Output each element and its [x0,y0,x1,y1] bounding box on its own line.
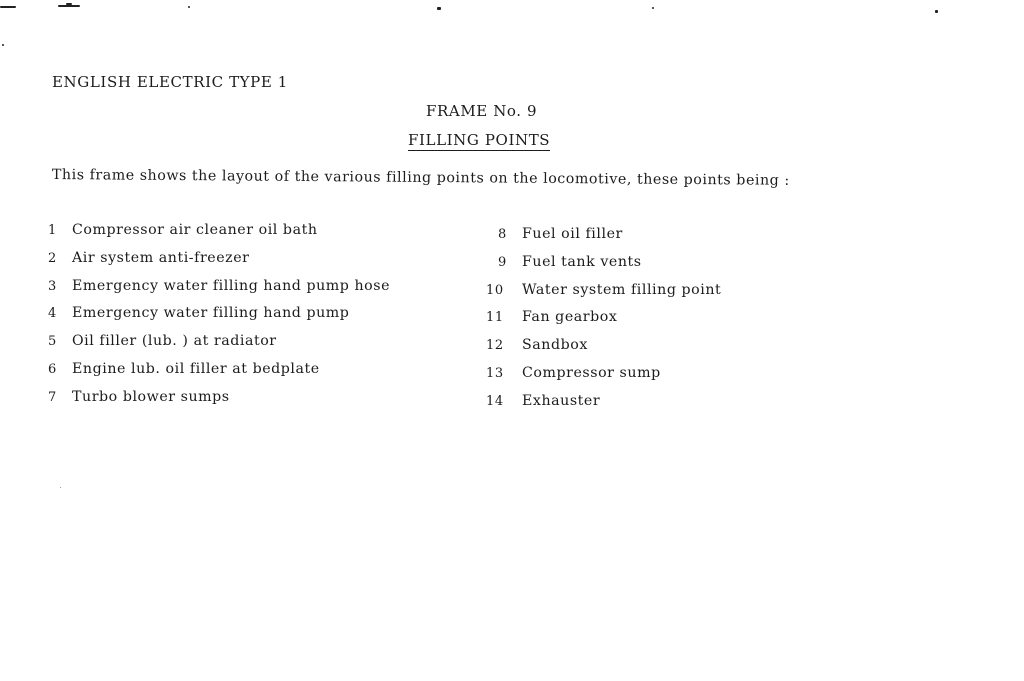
item-label: Air system anti-freezer [72,249,250,266]
item-label: Oil filler (lub. ) at radiator [72,333,277,350]
scan-mark [437,7,441,10]
list-item [48,250,390,278]
list-item [486,309,721,337]
filling-points-list-left [48,222,390,417]
item-label: Turbo blower sumps [72,388,230,405]
intro-paragraph: This frame shows the layout of the various filling points on the locomotive, these points being : [51,167,790,189]
item-label: Fuel tank vents [522,253,642,270]
scan-mark [935,10,938,13]
item-label: Compressor air cleaner oil bath [72,222,318,238]
list-item [486,226,721,254]
list-item [48,278,390,306]
scan-mark [58,5,80,7]
item-number: 3 [48,278,57,294]
list-item [486,365,721,393]
item-number: 13 [486,365,504,381]
item-number: 12 [486,338,504,354]
section-title: FILLING POINTS [408,131,551,149]
item-label: Exhauster [522,392,601,409]
list-item [486,337,721,365]
item-number: 10 [486,282,504,298]
item-number: 9 [498,254,507,270]
item-label: Fuel oil filler [522,226,623,242]
item-number: 7 [48,389,57,405]
item-label: Emergency water filling hand pump hose [72,277,391,294]
frame-number: FRAME No. 9 [426,102,538,120]
list-item [48,305,390,333]
item-number: 14 [486,393,504,409]
scan-mark [188,6,190,8]
document-header: ENGLISH ELECTRIC TYPE 1 [52,73,288,91]
list-item [486,393,721,421]
item-label: Engine lub. oil filler at bedplate [72,360,320,377]
scan-mark [60,487,61,488]
item-label: Water system filling point [522,281,722,298]
item-label: Fan gearbox [522,309,618,326]
item-number: 5 [48,334,57,350]
scan-mark [652,7,654,9]
list-item [48,361,390,389]
item-number: 6 [48,361,57,377]
item-number: 11 [486,310,504,326]
list-item [48,333,390,361]
item-number: 2 [48,250,57,266]
scan-mark [66,3,72,5]
list-item [486,282,721,310]
list-item [486,254,721,282]
item-number: 1 [48,223,57,238]
item-number: 4 [48,306,57,322]
item-label: Emergency water filling hand pump [72,305,350,322]
item-label: Sandbox [522,337,588,354]
filling-points-list-right [486,226,721,421]
item-number: 8 [498,227,507,242]
scan-mark [0,6,16,8]
list-item [48,222,390,250]
item-label: Compressor sump [522,364,661,381]
list-item [48,389,390,417]
scan-mark [2,44,4,46]
